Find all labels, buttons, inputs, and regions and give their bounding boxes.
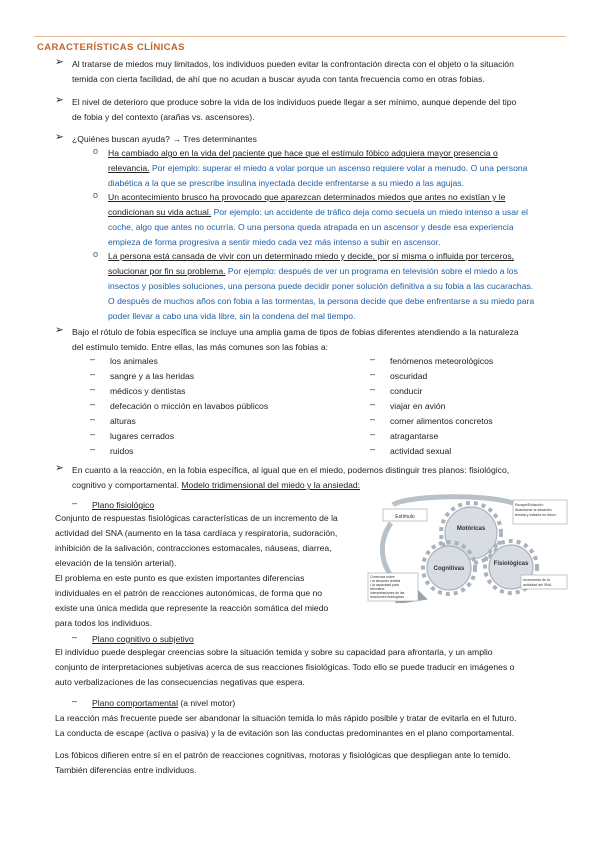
determinant-2-line-2: condicionan su vida actual. Por ejemplo: un accidente de tráfico deja como secuela un miedo intenso a usar el [108, 207, 528, 217]
list-item: alturas [110, 416, 136, 426]
determinant-1-line-1: Ha cambiado algo en la vida del paciente que hace que el estímulo fóbico adquiera mayor presencia o [108, 148, 498, 158]
bullet-3-text: ¿Quiénes buscan ayuda? → Tres determinantes [72, 134, 257, 144]
physiological-line-1: Conjunto de respuestas fisiológicas características de un incremento de la [55, 513, 338, 523]
determinant-2-line-3: coche, algo que antes no ocurría. O una persona queda atrapada en un ascensor y desde esa experiencia [108, 222, 514, 232]
behavioral-line-1: La reacción más frecuente puede ser abandonar la situación temida lo más rápido posible y tratar de evitarla en el futuro. [55, 713, 517, 723]
sna-text: Incremento de la actividad del SNA [523, 578, 552, 587]
document-page: CARACTERÍSTICAS CLÍNICAS ➢ Al tratarse de miedos muy limitados, los individuos pueden evitar la confrontación directa con el objeto o la situación temida con cierta facilidad, de ahí que no acudan a buscar ayuda con tanta frecuencia como en otras fobias. ➢ El nivel de deterioro que produce sobre la vida de los individuos puede llegar a ser mínimo, aunque depende del tipo de fobia y del contexto (arañas vs. ascensores). ➢ ¿Quiénes buscan ayuda? → Tres determinantes o Ha cambiado algo en la vida del paciente que hace que el estímulo fóbico adquiera mayor presencia o relevancia. Por ejemplo: superar el miedo a volar porque un ascenso requiere volar a menudo. O una persona diabética a la que se prescribe insulina inyectada decide enfrentarse a su miedo a las agujas. o Un acontecimiento brusco ha provocado que aparezcan determinados miedos que antes no existían y le condicionan su vida actual. Por ejemplo: un accidente de tráfico deja como secuela un miedo intenso a usar el coche, algo que antes no ocurría. O una persona queda atrapada en un ascensor y desde esa experiencia empieza de forma progresiva a sentir miedo cada vez más intenso a subir en ascensor. o La persona está cansada de vivir con un determinado miedo y decide, por sí misma o influida por terceros, solucionar por fin su problema. Por ejemplo: después de ver un programa en televisión sobre el miedo a los insectos y posibles soluciones, una persona puede decidir poner solución definitiva a su fobia a las cucarachas. O después de muchos años con fobia a las tormentas, la persona decide que debe enfrentarse a su miedo para poder llevar a cabo una vida libre, sin la condena del mal tiempo. ➢ Bajo el rótulo de fobia específica se incluye una amplia gama de tipos de fobias diferentes atendiendo a la naturaleza del estímulo temido. Entre ellas, las más comunes son las fobias a: – los animales – sangre y a las heridas – médicos y dentistas – defecación o micción en lavabos públicos – alturas – lugares cerrados – ruidos – fenómenos meteorológicos – oscuridad – conducir – viajar en avión – comer alimentos concretos – atragantarse – actividad sexual ➢ En cuanto a la reacción, en la fobia específica, al igual que en el miedo, podemos distinguir tres planos: fisiológico, cognitivo y comportamental. Modelo tridimensional del miedo y la ansiedad: – Plano fisiológico Conjunto de respuestas fisiológicas características de un incremento de la actividad del SNA (aumento en la tasa cardíaca y respiratoria, sudoración, inhibición de la salivación, contracciones estomacales, náuseas, diarrea, elevación de la tensión arterial). El problema en este punto es que existen importantes diferencias individuales en el patrón de reacciones autonómicas, de forma que no existe una única medida que represente la reacción somática del miedo para todos los individuos. Estímulo Motóricas Cognitivas Fisiológicas Escape/Evitación: Abandonar la situación temida y evitarla en futuro Creencias sobre • la situación temida • la capacidad para afrontarla Interpretaciones de las reacciones fisiológicas Incremento de la actividad del SNA – Plano cognitivo o subjetivo El individuo puede desplegar creencias sobre la situación temida y sobre su capacidad para afrontarla, y un amplio conjunto de interpretaciones subjetivas acerca de sus reacciones fisiológicas. Todo ello se puede traducir en imágenes o auto verbalizaciones de las consecuencias negativas que espera. – Plano comportamental (a nivel motor) La reacción más frecuente puede ser abandonar la situación temida lo más rápido posible y tratar de evitarla en el futuro. La conducta de escape (activa o pasiva) y la de evitación son las conductas predominantes en el plano comportamental. Los fóbicos difieren entre sí en el patrón de reacciones cognitivas, motoras y fisiológicas que despliegan ante lo temido. También diferencias entre individuos. [0, 0, 600, 848]
physiological-line-8: para todos los individuos. [55, 618, 152, 628]
list-item: oscuridad [390, 371, 428, 381]
bullet-4-line-1: Bajo el rótulo de fobia específica se incluye una amplia gama de tipos de fobias diferentes atendiendo a la naturaleza [72, 327, 519, 337]
list-item: ruidos [110, 446, 134, 456]
motor-label: Motóricas [456, 526, 486, 532]
circle-bullet-icon: o [93, 249, 99, 259]
determinant-1-line-2: relevancia. Por ejemplo: superar el miedo a volar porque un ascenso requiere volar a menudo. O una persona [108, 163, 528, 173]
list-item: médicos y dentistas [110, 386, 186, 396]
beliefs-text: Creencias sobre • la situación temida • la capacidad para afrontarla Interpretaciones de las reacciones fisiológicas [370, 575, 405, 599]
cycle-arrow-top [393, 497, 513, 505]
cognitive-line-1: El individuo puede desplegar creencias sobre la situación temida y sobre su capacidad para afrontarla, y un amplio [55, 647, 493, 657]
section-title: CARACTERÍSTICAS CLÍNICAS [37, 42, 185, 53]
escape-text: Escape/Evitación: Abandonar la situación temida y evitarla en futuro [515, 503, 557, 517]
list-item: los animales [110, 356, 158, 366]
bullet-1-line-1: Al tratarse de miedos muy limitados, los individuos pueden evitar la confrontación directa con el objeto o la situación [72, 59, 514, 69]
arrow-bullet-icon: ➢ [55, 324, 64, 336]
behavioral-heading: Plano comportamental (a nivel motor) [92, 698, 236, 708]
arrow-bullet-icon: ➢ [55, 462, 64, 474]
list-item: lugares cerrados [110, 431, 175, 441]
cognitive-label: Cognitivas [433, 566, 465, 572]
list-item: sangre y a las heridas [110, 371, 195, 381]
circle-bullet-icon: o [93, 190, 99, 200]
bullet-2-line-2: de fobia y del contexto (arañas vs. ascensores). [72, 112, 255, 122]
bullet-4-line-2: del estímulo temido. Entre ellas, las más comunes son las fobias a: [72, 342, 329, 352]
physiological-line-2: actividad del SNA (aumento en la tasa cardíaca y respiratoria, sudoración, [55, 528, 338, 538]
determinant-3-line-4: O después de muchos años con fobia a las tormentas, la persona decide que debe enfrentarse a su miedo para [108, 296, 535, 306]
cognitive-heading: Plano cognitivo o subjetivo [92, 634, 194, 644]
cognitive-line-2: conjunto de interpretaciones subjetivas acerca de sus reacciones fisiológicas. Todo ello se puede traducir en imágenes o [55, 662, 515, 672]
list-item: defecación o micción en lavabos públicos [110, 401, 269, 411]
list-item: viajar en avión [390, 401, 446, 411]
stimulus-label: Estímulo [395, 514, 415, 520]
bullet-5-line-2: cognitivo y comportamental. Modelo tridimensional del miedo y la ansiedad: [72, 480, 361, 490]
list-item: conducir [390, 386, 423, 396]
behavioral-line-2: La conducta de escape (activa o pasiva) y la de evitación son las conductas predominantes en el plano comportamental. [55, 728, 515, 738]
determinant-3-line-2: solucionar por fin su problema. Por ejemplo: después de ver un programa en televisión sobre el miedo a los [108, 266, 518, 276]
determinant-2-line-4: empieza de forma progresiva a sentir miedo cada vez más intenso a subir en ascensor. [108, 237, 441, 247]
list-item: comer alimentos concretos [390, 416, 493, 426]
cognitive-line-3: auto verbalizaciones de las consecuencias negativas que espera. [55, 677, 305, 687]
circle-bullet-icon: o [93, 146, 99, 156]
arrow-bullet-icon: ➢ [55, 131, 64, 143]
physiological-heading: Plano fisiológico [92, 500, 155, 510]
closing-line-1: Los fóbicos difieren entre sí en el patrón de reacciones cognitivas, motoras y fisiológicas que despliegan ante lo temido. [55, 750, 511, 760]
determinant-3-line-1: La persona está cansada de vivir con un determinado miedo y decide, por sí misma o influida por terceros, [108, 251, 515, 261]
determinant-2-line-1: Un acontecimiento brusco ha provocado que aparezcan determinados miedos que antes no existían y le [108, 192, 506, 202]
list-item: fenómenos meteorológicos [390, 356, 494, 366]
list-item: atragantarse [390, 431, 439, 441]
list-item: actividad sexual [390, 446, 452, 456]
physiological-line-4: elevación de la tensión arterial). [55, 558, 177, 568]
physiological-line-5: El problema en este punto es que existen importantes diferencias [55, 573, 305, 583]
bullet-5-line-1: En cuanto a la reacción, en la fobia específica, al igual que en el miedo, podemos distinguir tres planos: fisiológico, [72, 465, 510, 475]
physiological-label: Fisiológicas [493, 561, 529, 567]
physiological-line-6: individuales en el patrón de reacciones autonómicas, de forma que no [55, 588, 323, 598]
physiological-line-3: inhibición de la salivación, contracciones estomacales, náuseas, diarrea, [55, 543, 332, 553]
arrow-bullet-icon: ➢ [55, 94, 64, 106]
bullet-1-line-2: temida con cierta facilidad, de ahí que no acudan a buscar ayuda con tanta frecuencia como en otras fobias. [72, 74, 485, 84]
closing-line-2: También diferencias entre individuos. [55, 765, 197, 775]
determinant-1-line-3: diabética a la que se prescribe insulina inyectada decide enfrentarse a su miedo a las agujas. [108, 178, 464, 188]
bullet-2-line-1: El nivel de deterioro que produce sobre la vida de los individuos puede llegar a ser mínimo, aunque depende del tipo [72, 97, 517, 107]
determinant-3-line-5: poder llevar a cabo una vida libre, sin la condena del mal tiempo. [108, 311, 356, 321]
arrow-bullet-icon: ➢ [55, 56, 64, 68]
three-dimensional-model-diagram [363, 493, 569, 603]
title-rule [34, 36, 566, 37]
determinant-3-line-3: insectos y posibles soluciones, una persona puede decidir poner solución definitiva a su fobia a las cucarachas. [108, 281, 534, 291]
physiological-line-7: existe una única medida que represente la reacción somática del miedo [55, 603, 329, 613]
